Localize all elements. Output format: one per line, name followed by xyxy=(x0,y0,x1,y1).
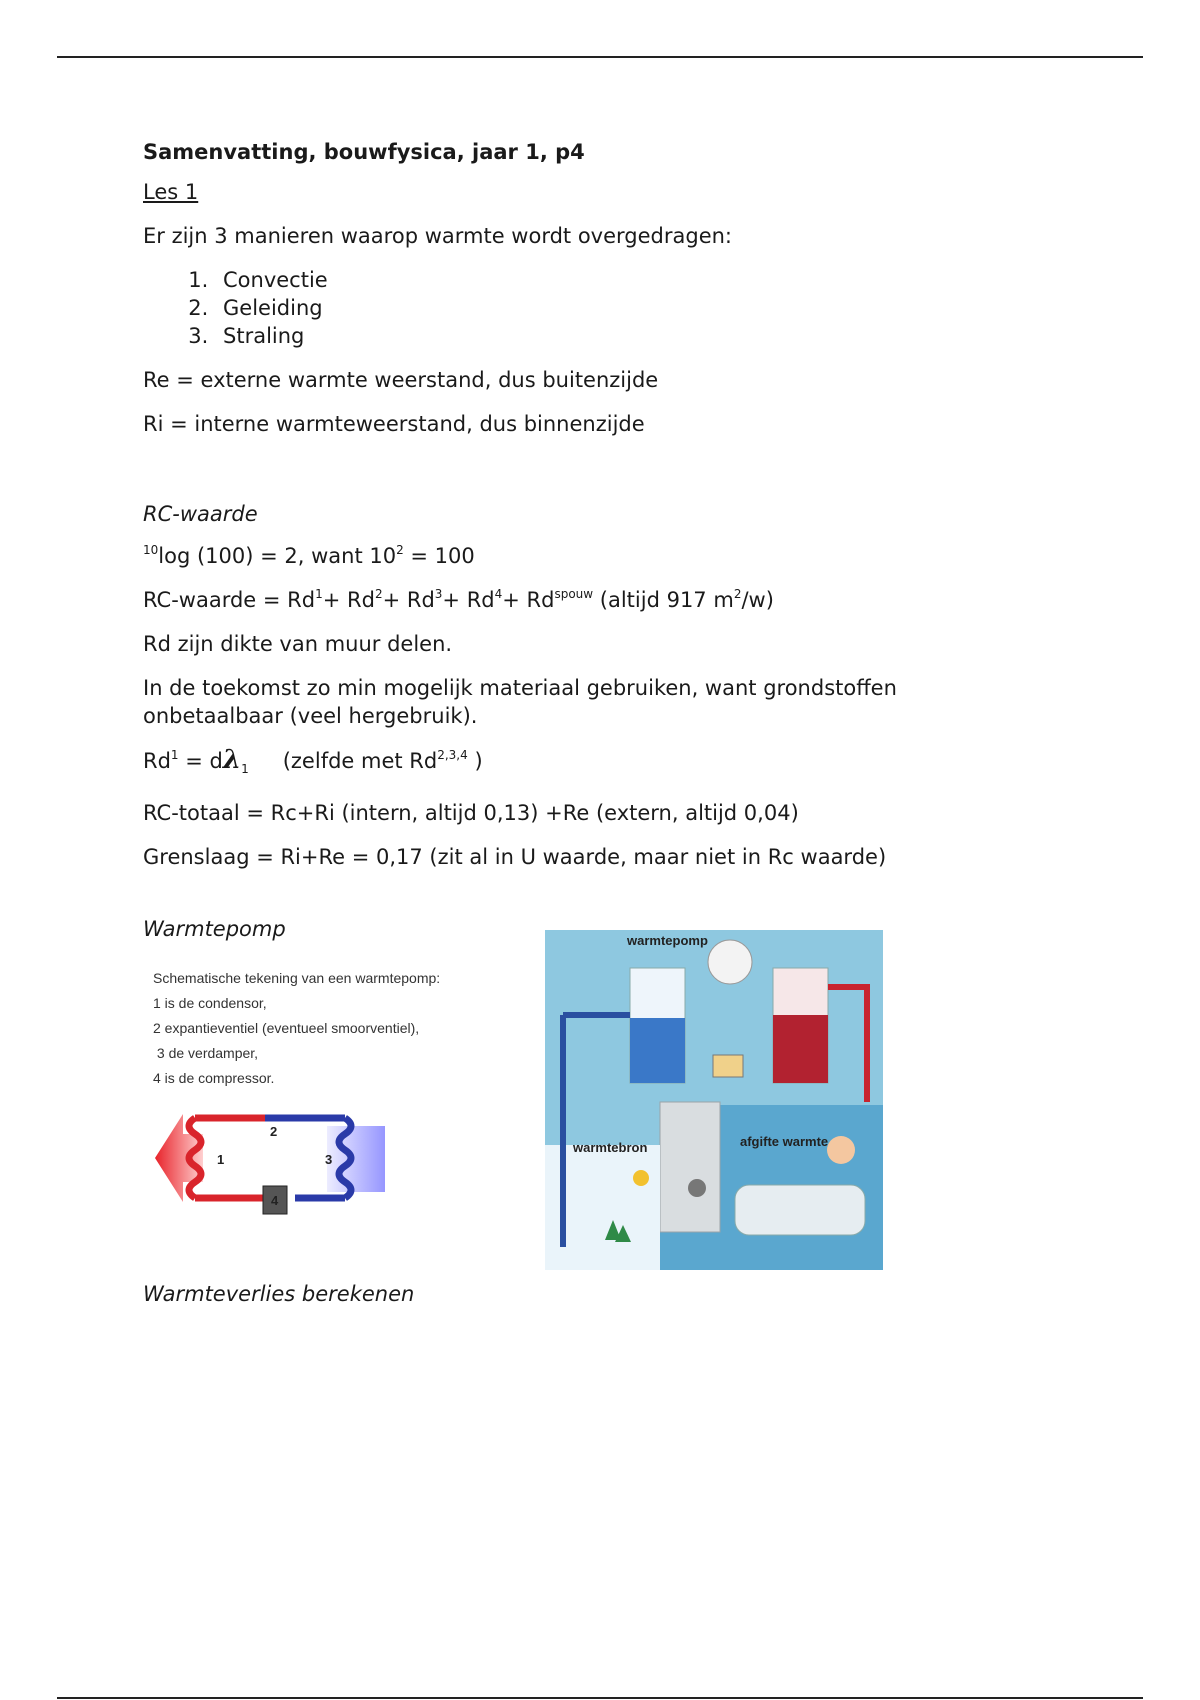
svg-text:warmtebron: warmtebron xyxy=(573,1140,648,1155)
rd-definition: Rd zijn dikte van muur delen. xyxy=(143,632,453,656)
svg-text:4: 4 xyxy=(271,1193,279,1208)
caption-line: 1 is de condensor, xyxy=(153,995,267,1011)
caption-line: Schematische tekening van een warmtepomp: xyxy=(153,970,441,986)
heatloss-heading: Warmteverlies berekenen xyxy=(143,1282,415,1306)
caption-line: 3 de verdamper, xyxy=(153,1045,259,1061)
list-item: 2. Geleiding xyxy=(215,294,1043,322)
svg-text:3: 3 xyxy=(325,1152,333,1167)
rc-heading: RC-waarde xyxy=(143,502,258,526)
heatpump-heading: Warmtepomp xyxy=(143,917,286,942)
header-rule xyxy=(57,56,1143,58)
future-note: In de toekomst zo min mogelijk materiaal gebruiken, want grondstoffen onbetaalbaar (veel hergebruik). xyxy=(143,676,897,728)
svg-text:warmtepomp: warmtepomp xyxy=(627,933,708,948)
rd1-formula: $Rd^1 = d\lambda_1$ (zelfde met Rd$^{2,3,4}$ ) xyxy=(143,745,483,777)
intro-text: Er zijn 3 manieren waarop warmte wordt overgedragen: xyxy=(143,224,732,248)
svg-text:1: 1 xyxy=(217,1152,225,1167)
document-body xyxy=(143,138,1043,957)
heatpump-schematic xyxy=(155,1098,385,1238)
grenslaag: Grenslaag = Ri+Re = 0,17 (zit al in U waarde, maar niet in Rc waarde) xyxy=(143,845,887,870)
re-definition: Re = externe warmte weerstand, dus buitenzijde xyxy=(143,368,659,392)
heatpump-caption xyxy=(143,966,468,1091)
lambda-symbol: λ xyxy=(222,745,242,775)
ri-definition: Ri = interne warmteweerstand, dus binnenzijde xyxy=(143,412,645,436)
list-item: 3. Straling xyxy=(215,322,1043,350)
caption-line: 4 is de compressor. xyxy=(153,1070,275,1086)
svg-text:afgifte warmte: afgifte warmte xyxy=(740,1134,829,1149)
log-line: $^{10}$log (100) = 2, want $10^2 = 100$ xyxy=(143,543,475,568)
heat-in-arrow xyxy=(327,1126,385,1192)
list-item: 1. Convectie xyxy=(215,266,1043,294)
heatpump-illustration xyxy=(545,930,883,1270)
heat-out-arrow xyxy=(155,1114,203,1202)
svg-text:2: 2 xyxy=(270,1124,278,1139)
heat-transfer-list xyxy=(143,266,1043,350)
rc-formula: RC-waarde = $Rd^1+ Rd^2+ Rd^3+ Rd^4+ Rd^{spouw}$ (altijd 917 $m^2/w$) xyxy=(143,587,774,612)
document-title: Samenvatting, bouwfysica, jaar 1, p4 xyxy=(143,140,585,164)
lesson-heading: Les 1 xyxy=(143,180,199,204)
caption-line: 2 expantieventiel (eventueel smoorventiel), xyxy=(153,1020,420,1036)
rc-total: RC-totaal = Rc+Ri (intern, altijd 0,13) +Re (extern, altijd 0,04) xyxy=(143,801,799,826)
footer-rule xyxy=(57,1697,1143,1699)
heatpump-schematic-figure xyxy=(143,966,468,1244)
